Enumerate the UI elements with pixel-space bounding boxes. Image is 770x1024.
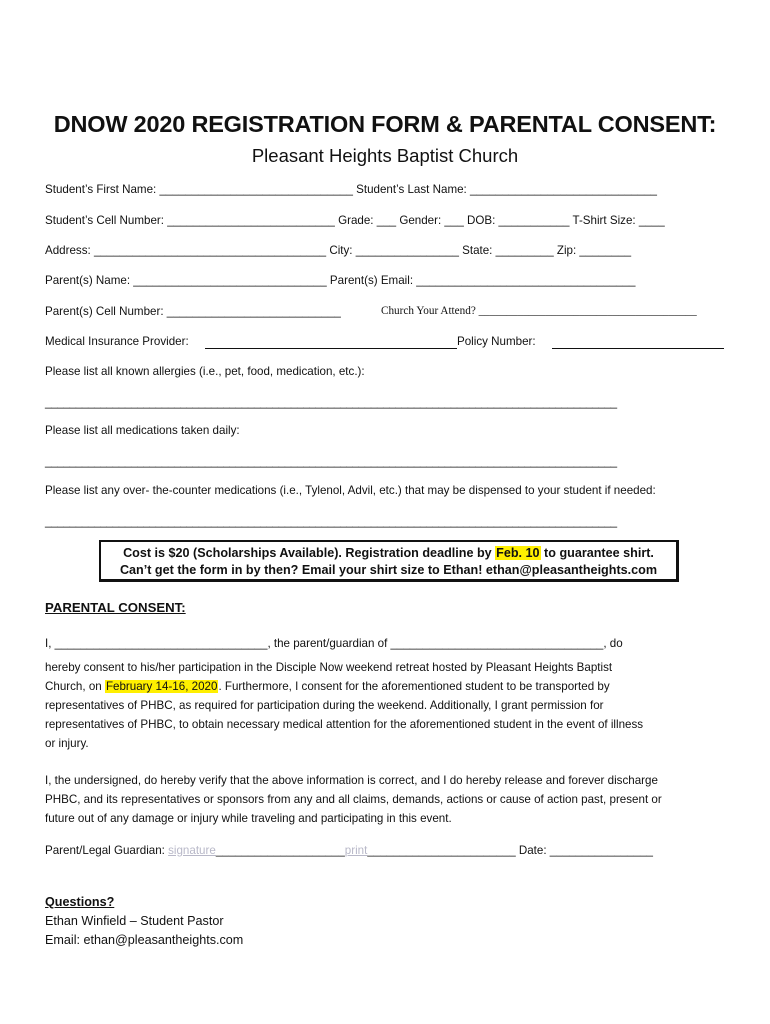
insurance-provider-line[interactable]	[205, 348, 457, 349]
cost-notice-box	[99, 540, 679, 582]
policy-number-line[interactable]	[552, 348, 724, 349]
parent-name-email-fields[interactable]: Parent(s) Name: ______________________________ Parent(s) Email: __________________________________	[45, 274, 636, 287]
questions-heading: Questions?	[45, 895, 115, 909]
otc-label: Please list any over- the-counter medications (i.e., Tylenol, Advil, etc.) that may be dispensed to your student if needed:	[45, 484, 656, 497]
medications-label: Please list all medications taken daily:	[45, 424, 240, 437]
insurance-provider-label: Medical Insurance Provider:	[45, 335, 192, 348]
date-field[interactable]: _______________________ Date: ________________	[367, 844, 653, 857]
consent-name-fields[interactable]: I, _________________________________, the parent/guardian of _________________________________, do	[45, 637, 623, 650]
allergies-line[interactable]: _____________________________________________________________________________________________	[45, 396, 617, 409]
contact-name: Ethan Winfield – Student Pastor	[45, 914, 224, 928]
contact-email[interactable]: Email: ethan@pleasantheights.com	[45, 933, 244, 947]
signature-row[interactable]: Parent/Legal Guardian: signature____________________print_______________________ Date: ________________	[45, 844, 653, 857]
policy-number-label: Policy Number:	[457, 335, 539, 348]
print-placeholder[interactable]: print	[344, 844, 368, 857]
consent-paragraph-1: hereby consent to his/her participation in the Disciple Now weekend retreat hosted by Pleasant Heights Baptist Church, on February 14-16, 2020. Furthermore, I consent for the aforementioned student to be transported by representatives of PHBC, as required for participation during the weekend. Additionally, I grant permission for representatives of PHBC, to obtain necessary medical attention for the aforementioned student in the event of illness or injury.	[45, 661, 644, 750]
cost-notice-line2: Can’t get the form in by then? Email your shirt size to Ethan! ethan@pleasantheights.com	[119, 563, 658, 577]
consent-paragraph-2: I, the undersigned, do hereby verify that the above information is correct, and I do hereby release and forever discharge PHBC, and its representatives or sponsors from any and all claims, demands, actions or cause of action past, present or future out of any damage or injury while traveling and participating in this event.	[45, 774, 662, 825]
church-attend-field[interactable]: Church Your Attend? _______________________________________	[381, 305, 697, 317]
student-info-fields[interactable]: Student’s Cell Number: __________________________ Grade: ___ Gender: ___ DOB: ___________ T-Shirt Size: ____	[45, 214, 665, 227]
address-fields[interactable]: Address: ____________________________________ City: ________________ State: _________ Zip: ________	[45, 244, 632, 257]
medications-line[interactable]: _____________________________________________________________________________________________	[45, 455, 617, 468]
deadline-highlight: Feb. 10	[496, 546, 540, 560]
parent-cell-field[interactable]: Parent(s) Cell Number: ___________________________	[45, 305, 341, 318]
guardian-label: Parent/Legal Guardian:	[45, 844, 169, 857]
otc-line[interactable]: _____________________________________________________________________________________________	[45, 515, 617, 528]
form-title: DNOW 2020 REGISTRATION FORM & PARENTAL CONSENT:	[53, 111, 717, 137]
student-name-fields[interactable]: Student’s First Name: ______________________________ Student’s Last Name: _____________________________	[45, 183, 657, 196]
parental-consent-heading: PARENTAL CONSENT:	[45, 600, 186, 615]
church-name: Pleasant Heights Baptist Church	[251, 145, 519, 166]
signature-placeholder[interactable]: signature	[168, 844, 216, 857]
event-date-highlight: February 14-16, 2020	[105, 680, 218, 693]
cost-notice-line1: Cost is $20 (Scholarships Available). Registration deadline by Feb. 10 to guarantee shirt.	[123, 546, 654, 560]
allergies-label: Please list all known allergies (i.e., pet, food, medication, etc.):	[45, 365, 365, 378]
